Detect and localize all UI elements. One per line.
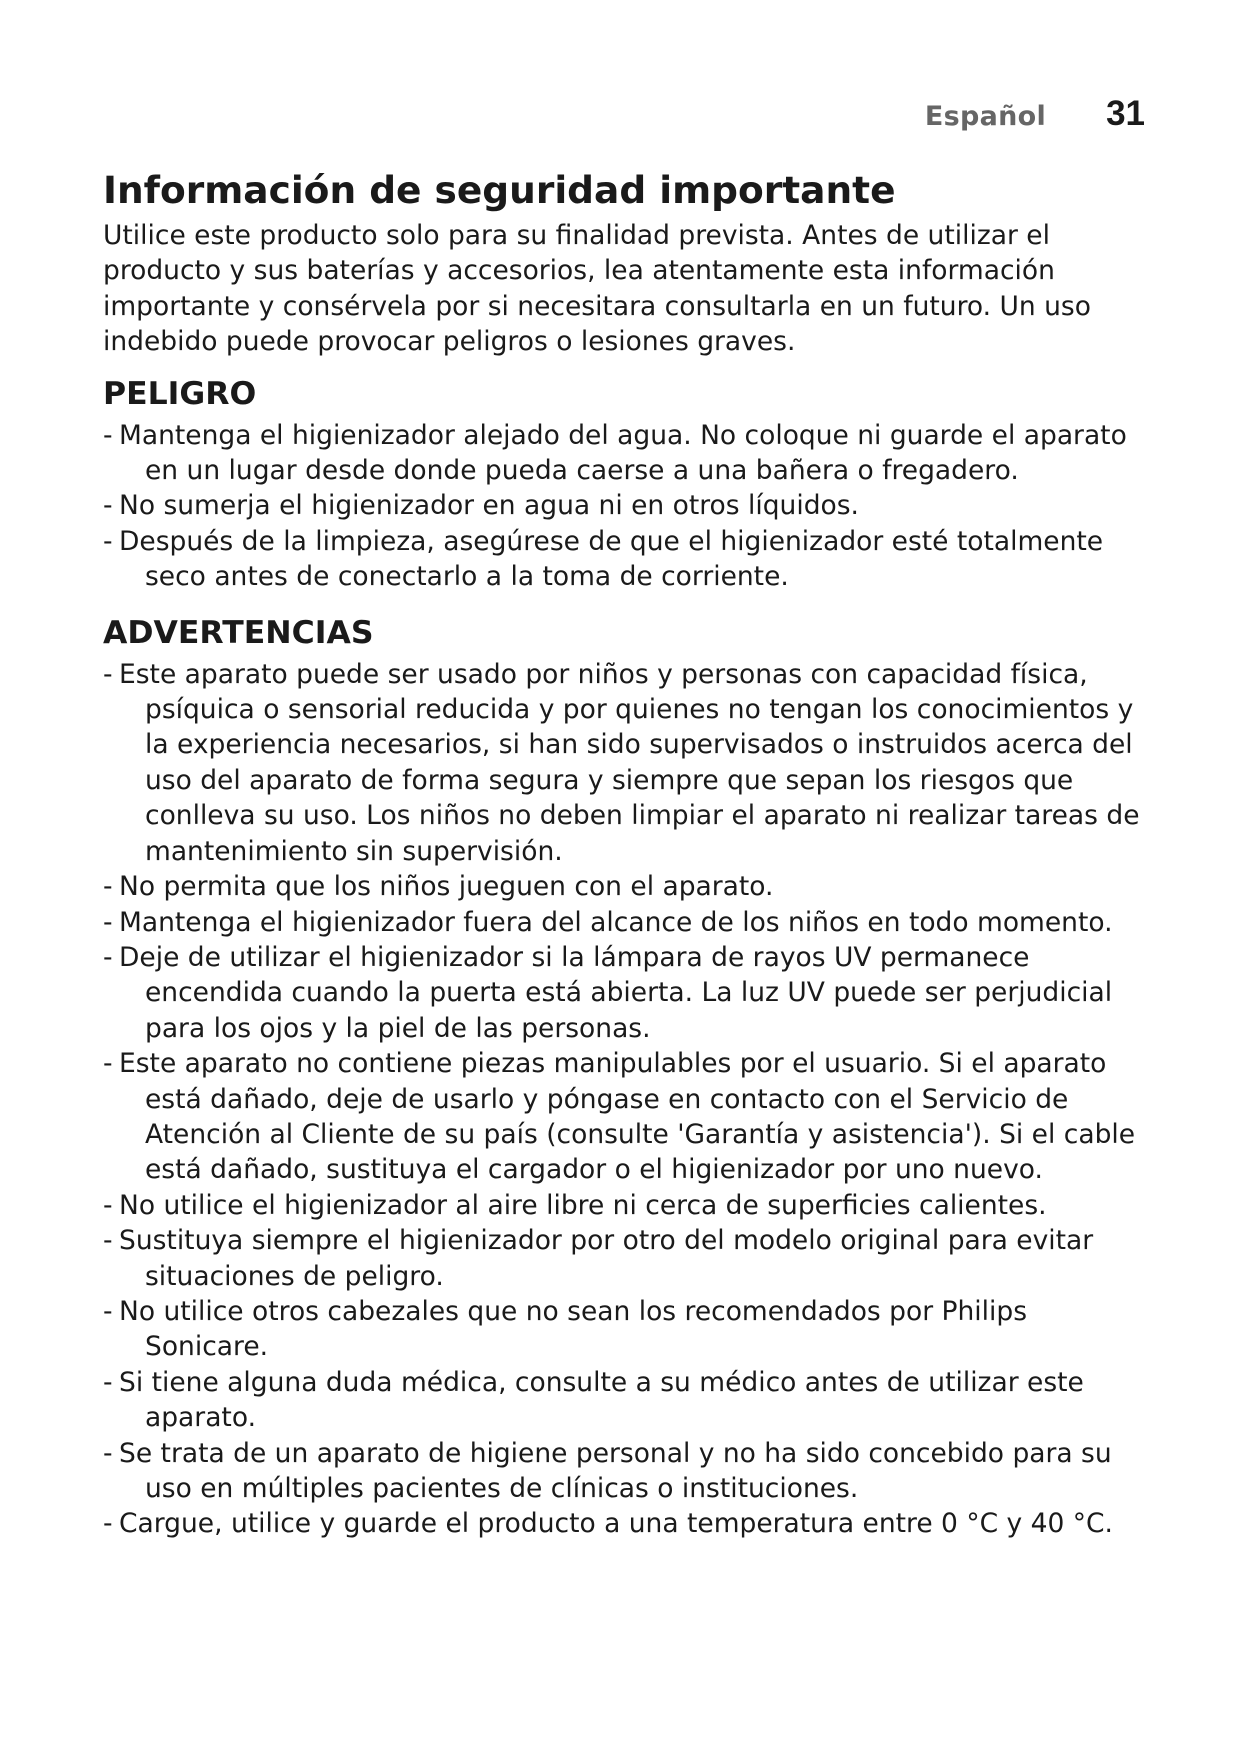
list-item-text: Si tiene alguna duda médica, consulte a su médico antes de utilizar este aparato. [119, 1366, 1084, 1434]
list-item: - Sustituya siempre el higienizador por otro del modelo original para evitar situaciones de peligro. [103, 1225, 1094, 1292]
list-item-text: Después de la limpieza, asegúrese de que el higienizador esté totalmente seco antes de conectarlo a la toma de corriente. [119, 525, 1104, 593]
list-item-text: No utilice otros cabezales que no sean los recomendados por Philips Sonicare. [119, 1295, 1028, 1363]
list-item-text: Mantenga el higienizador fuera del alcance de los niños en todo momento. [119, 906, 1113, 938]
list-item: - Este aparato puede ser usado por niños y personas con capacidad física, psíquica o sensorial reducida y por quienes no tengan los conocimientos y la experiencia necesarios, si han sido supervisados o instruidos acerca del uso del aparato de forma segura y siempre que sepan los riesgos que conlleva su uso. Los niños no deben limpiar el aparato ni realizar tareas de mantenimiento sin supervisión. [103, 658, 1140, 867]
list-item: - No sumerja el higienizador en agua ni en otros líquidos. [103, 490, 859, 522]
list-item: - Este aparato no contiene piezas manipulables por el usuario. Si el aparato está dañado, deje de usarlo y póngase en contacto con el Servicio de Atención al Cliente de su país (consulte 'Garantía y asistencia'). Si el cable está dañado, sustituya el cargador o el higienizador por uno nuevo. [103, 1048, 1136, 1186]
list-item: - No utilice el higienizador al aire libre ni cerca de superficies calientes. [103, 1189, 1047, 1221]
list-item-text: No sumerja el higienizador en agua ni en otros líquidos. [119, 490, 859, 522]
list-item-text: Deje de utilizar el higienizador si la lámpara de rayos UV permanece encendida cuando la puerta está abierta. La luz UV puede ser perjudicial para los ojos y la piel de las personas. [119, 941, 1113, 1044]
list-item-text: Se trata de un aparato de higiene personal y no ha sido concebido para su uso en múltiples pacientes de clínicas o instituciones. [119, 1437, 1112, 1504]
list-item-text: Este aparato no contiene piezas manipulables por el usuario. Si el aparato está dañado, deje de usarlo y póngase en contacto con el Servicio de Atención al Cliente de su país (consulte 'Garantía y asistencia'). Si el cable está dañado, sustituya el cargador o el higienizador por uno nuevo. [119, 1048, 1136, 1186]
page-title: Información de seguridad importante [103, 168, 896, 212]
list-item-text: Mantenga el higienizador alejado del agua. No coloque ni guarde el aparato en un lugar desde donde pueda caerse a una bañera o fregadero. [119, 419, 1127, 487]
list-item: - Cargue, utilice y guarde el producto a una temperatura entre 0 °C y 40 °C. [103, 1508, 1113, 1540]
list-item: - Después de la limpieza, asegúrese de que el higienizador esté totalmente seco antes de conectarlo a la toma de corriente. [103, 525, 1104, 593]
list-item-text: Sustituya siempre el higienizador por otro del modelo original para evitar situaciones de peligro. [119, 1225, 1094, 1292]
advertencias-heading: ADVERTENCIAS [103, 614, 374, 651]
list-item: - Mantenga el higienizador alejado del agua. No coloque ni guarde el aparato en un lugar desde donde pueda caerse a una bañera o fregadero. [103, 419, 1127, 487]
peligro-heading: PELIGRO [103, 375, 257, 412]
page-number: 31 [1106, 94, 1145, 133]
list-item: - Si tiene alguna duda médica, consulte a su médico antes de utilizar este aparato. [103, 1366, 1084, 1434]
intro-paragraph: Utilice este producto solo para su finalidad prevista. Antes de utilizar el producto y sus baterías y accesorios, lea atentamente esta información importante y consérvela por si necesitara consultarla en un futuro. Un uso indebido puede provocar peligros o lesiones graves. [103, 220, 1091, 358]
advertencias-list [103, 657, 1143, 1542]
language-label: Español [924, 101, 1047, 132]
page-content [103, 166, 1143, 1542]
list-item-text: Este aparato puede ser usado por niños y personas con capacidad física, psíquica o sensorial reducida y por quienes no tengan los conocimientos y la experiencia necesarios, si han sido supervisados o instruidos acerca del uso del aparato de forma segura y siempre que sepan los riesgos que conlleva su uso. Los niños no deben limpiar el aparato ni realizar tareas de mantenimiento sin supervisión. [119, 658, 1140, 867]
list-item-text: Cargue, utilice y guarde el producto a una temperatura entre 0 °C y 40 °C. [119, 1508, 1113, 1540]
list-item-text: No permita que los niños jueguen con el aparato. [119, 871, 774, 903]
list-item: - Deje de utilizar el higienizador si la lámpara de rayos UV permanece encendida cuando la puerta está abierta. La luz UV puede ser perjudicial para los ojos y la piel de las personas. [103, 941, 1113, 1044]
list-item-text: No utilice el higienizador al aire libre ni cerca de superficies calientes. [119, 1189, 1047, 1221]
list-item: - No utilice otros cabezales que no sean los recomendados por Philips Sonicare. [103, 1295, 1028, 1363]
list-item: - No permita que los niños jueguen con el aparato. [103, 871, 774, 903]
peligro-list [103, 418, 1143, 595]
list-item: - Mantenga el higienizador fuera del alcance de los niños en todo momento. [103, 906, 1113, 938]
list-item: - Se trata de un aparato de higiene personal y no ha sido concebido para su uso en múltiples pacientes de clínicas o instituciones. [103, 1437, 1112, 1504]
page-header [925, 94, 1145, 134]
